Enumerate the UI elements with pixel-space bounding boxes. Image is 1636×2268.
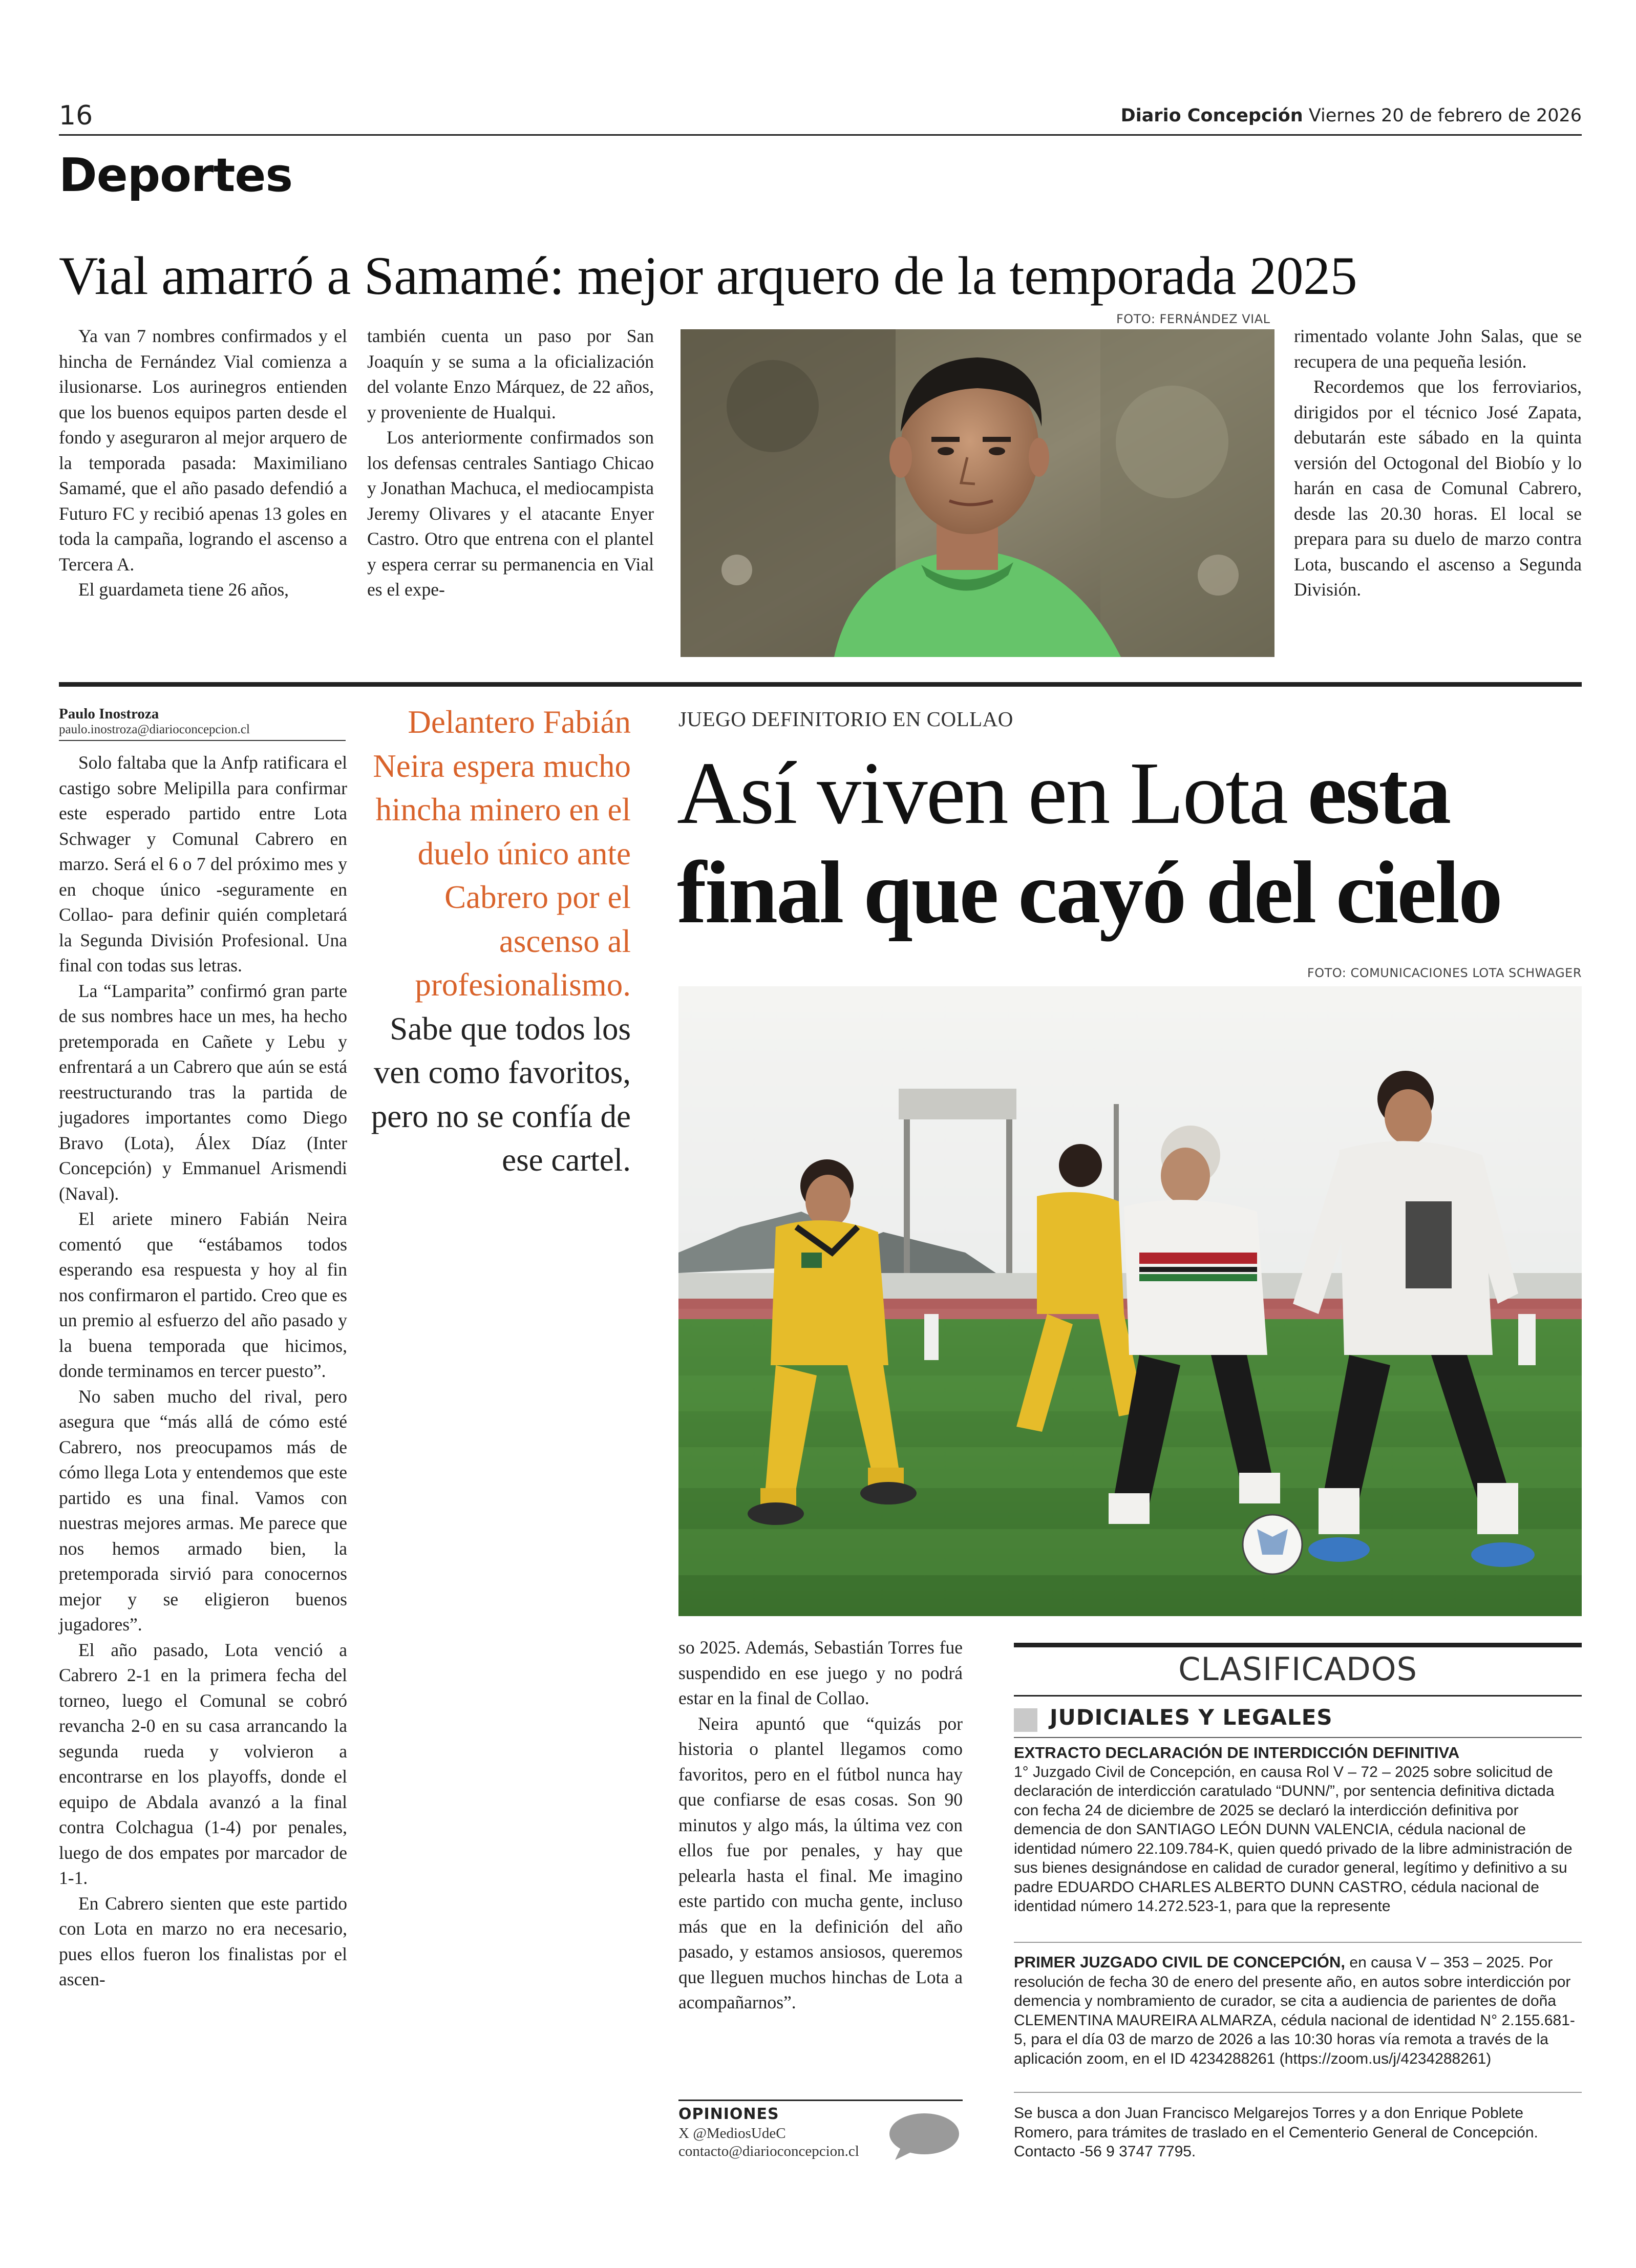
pullquote-orange: Delantero Fabián Neira espera mucho hincha minero en el duelo único ante Cabrero por el ascenso al profesionalismo.	[373, 704, 631, 1003]
opinions-box	[678, 2100, 963, 2160]
article2-col1-p4: No saben mucho del rival, pero asegura que “más allá de cómo esté Cabrero, nos preocupamos más de cómo llega Lota y entendemos que este partido es una final. Vamos con nuestras mejores armas. Me parece que nos hemos armado bien, la pretemporada sirvió para conocernos mejor y se eligieron buenos jugadores”.	[59, 1386, 347, 1635]
article1-column-3	[1294, 324, 1582, 603]
article2-col1-p2: La “Lamparita” confirmó gran parte de sus nombres hace un mes, ha hecho pretemporada en Cañete y Lebu y enfrentará a un Cabrero que aún se está reestructurando tras la partida de jugadores importantes como Diego Bravo (Lota), Álex Díaz (Inter Concepción) y Emmanuel Arismendi (Naval).	[59, 980, 347, 1204]
opinions-email[interactable]: contacto@diarioconcepcion.cl	[678, 2143, 859, 2159]
byline	[59, 706, 346, 741]
article1-column-2	[367, 324, 654, 603]
article2-col1-p3: El ariete minero Fabián Neira comentó que “estábamos todos esperando esa respuesta y hoy al fin nos confirmaron el partido. Creo que es un premio al esfuerzo del año pasado y la buena temporada que hicimos, donde terminamos en tercer puesto”.	[59, 1209, 347, 1381]
opinions-handle[interactable]: X @MediosUdeC	[678, 2125, 786, 2142]
article-separator	[59, 682, 1582, 687]
legal-notice-1-body: 1° Juzgado Civil de Concepción, en causa Rol V – 72 – 2025 sobre solicitud de declaración de interdicción caratulado “DUNN/”, por sentencia definitiva dictada con fecha 24 de diciembre de 2025 se declaró la interdicción definitiva por demencia de don SANTIAGO LEÓN DUNN VALENCIA, cédula nacional de identidad número 22.109.784-K, quien quedó privado de la libre administración de sus bienes designándose en calidad de curador general, legítimo y definitivo a su padre EDUARDO CHARLES ALBERTO DUNN CASTRO, cédula nacional de identidad número 14.272.523-1, para que la represente	[1014, 1763, 1573, 1915]
opinions-top-rule	[678, 2100, 963, 2101]
football-match-photo-illustration	[678, 986, 1582, 1616]
pullquote-black: Sabe que todos los ven como favoritos, pero no se confía de ese cartel.	[371, 1010, 631, 1178]
article1-headline: Vial amarró a Samamé: mejor arquero de la temporada 2025	[59, 246, 1357, 306]
article1-col3-p2: Recordemos que los ferroviarios, dirigidos por el técnico José Zapata, debutarán este sábado en la quinta versión del Octogonal del Biobío y lo harán en casa de Comunal Cabrero, desde las 20.30 horas. El local se prepara para su duelo de marzo contra Lota, buscando el ascenso a Segunda División.	[1294, 376, 1582, 600]
article2-headline	[677, 744, 1588, 942]
byline-rule	[59, 740, 346, 741]
legal-notice-2	[1014, 1953, 1582, 2068]
article2-kicker: JUEGO DEFINITORIO EN COLLAO	[678, 707, 1013, 731]
article2-column-2	[678, 1635, 963, 2016]
header-rule	[59, 134, 1582, 136]
goalkeeper-photo-illustration	[681, 329, 1274, 657]
legal-notice-1	[1014, 1743, 1582, 1916]
legal-notice-divider-2	[1014, 2092, 1582, 2093]
article1-col1-p1: Ya van 7 nombres confirmados y el hincha de Fernández Vial comienza a ilusionarse. Los aurinegros entienden que los buenos equipos parten desde el fondo y aseguraron al mejor arquero de la temporada pasada: Maximiliano Samamé, que el año pasado defendió a Futuro FC y recibió apenas 13 goles en toda la campaña, logrando el ascenso a Tercera A.	[59, 326, 347, 575]
masthead-line	[1121, 105, 1582, 126]
article2-col2-p2: Neira apuntó que “quizás por historia o plantel llegamos como favoritos, pero en el fútbol nunca hay que confiarse de esas cosas. Son 90 minutos y algo más, la última vez con ellos fue por penales, y hay que pelearla hasta el final. Me imagino este partido con mucha gente, incluso más que en la definición del año pasado, y estamos ansiosos, queremos que lleguen muchos hinchas de Lota a acompañarnos”.	[678, 1713, 963, 2012]
article2-col1-p5: El año pasado, Lota venció a Cabrero 2-1 en la primera fecha del torneo, luego el Comunal se cobró revancha 2-0 en su casa arrancando la segunda rueda y volvieron a encontrarse en los playoffs, donde el equipo de Abdala avanzó a la final contra Colchagua (1-4) por penales, luego de dos empates por marcador de 1-1.	[59, 1639, 347, 1888]
legal-subsection-header	[1014, 1703, 1582, 1734]
article2-col2-p1: so 2025. Además, Sebastián Torres fue suspendido en ese juego y no podrá estar en la final de Collao.	[678, 1637, 963, 1708]
legal-subsection-rule	[1014, 1737, 1582, 1738]
article1-column-1	[59, 324, 347, 603]
headline-bold-part-2: final que cayó del cielo	[677, 843, 1501, 942]
article2-photo-credit: FOTO: COMUNICACIONES LOTA SCHWAGER	[1307, 966, 1582, 980]
article2-photo-match	[678, 986, 1582, 1616]
author-name: Paulo Inostroza	[59, 706, 159, 722]
legal-notice-1-title: EXTRACTO DECLARACIÓN DE INTERDICCIÓN DEFINITIVA	[1014, 1744, 1460, 1762]
classifieds-title: CLASIFICADOS	[1178, 1650, 1417, 1688]
issue-date: Viernes 20 de febrero de 2026	[1308, 105, 1582, 126]
article1-col2-p2: Los anteriormente confirmados son los defensas centrales Santiago Chicao y Jonathan Machuca, el mediocampista Jeremy Olivares y el atacante Enyer Castro. Otro que entrena con el plantel y espera cerrar su permanencia en Vial es el expe-	[367, 427, 654, 600]
article1-photo-goalkeeper	[681, 329, 1274, 657]
legal-square-icon	[1014, 1708, 1037, 1732]
author-email: paulo.inostroza@diarioconcepcion.cl	[59, 723, 250, 736]
headline-light-part: Así viven en Lota	[677, 744, 1308, 842]
section-title: Deportes	[59, 149, 293, 202]
article1-photo-credit: FOTO: FERNÁNDEZ VIAL	[1116, 312, 1270, 326]
classifieds-top-rule	[1014, 1643, 1582, 1647]
newspaper-name: Diario Concepción	[1120, 105, 1303, 126]
page-number: 16	[59, 100, 93, 131]
legal-notice-2-title: PRIMER JUZGADO CIVIL DE CONCEPCIÓN,	[1014, 1953, 1346, 1971]
pullquote	[365, 701, 631, 1182]
article2-column-1	[59, 750, 347, 1993]
legal-notice-divider	[1014, 1942, 1582, 1943]
article2-col1-p6: En Cabrero sienten que este partido con Lota en marzo no era necesario, pues ellos fueron los finalistas por el ascen-	[59, 1893, 347, 1989]
speech-bubble-icon	[886, 2111, 963, 2162]
headline-bold-part-1: esta	[1307, 744, 1450, 842]
opinions-title: OPINIONES	[678, 2105, 779, 2123]
legal-notice-2-body: en causa V – 353 – 2025. Por resolución de fecha 30 de enero del presente año, en autos sobre interdicción por demencia y nombramiento de curador, se cita a audiencia de parientes de doña CLEMENTINA MAUREIRA ALMARZA, cédula nacional de identidad N° 2.155.681-5, para el día 03 de marzo de 2026 a las 10:30 horas vía remota a través de la aplicación zoom, en el ID 4234288261 (https://zoom.us/j/4234288261)	[1014, 1954, 1575, 2067]
article1-col3-p1: rimentado volante John Salas, que se recupera de una pequeña lesión.	[1294, 326, 1582, 372]
legal-subsection-title: JUDICIALES Y LEGALES	[1050, 1705, 1333, 1730]
article1-col2-p1: también cuenta un paso por San Joaquín y se suma a la oficialización del volante Enzo Márquez, de 22 años, y proveniente de Hualqui.	[367, 326, 654, 422]
article2-col1-p1: Solo faltaba que la Anfp ratificara el castigo sobre Melipilla para confirmar este esperado partido entre Lota Schwager y Comunal Cabrero en marzo. Será el 6 o 7 del próximo mes y en choque único -seguramente en Collao- para definir quién completará la Segunda División Profesional. Una final con todas sus letras.	[59, 752, 347, 976]
article1-col1-p2: El guardameta tiene 26 años,	[78, 579, 289, 600]
classifieds-title-rule	[1014, 1695, 1582, 1697]
legal-notice-3: Se busca a don Juan Francisco Melgarejos Torres y a don Enrique Poblete Romero, para trámites de traslado en el Cementerio General de Concepción. Contacto -56 9 3747 7795.	[1014, 2105, 1538, 2160]
